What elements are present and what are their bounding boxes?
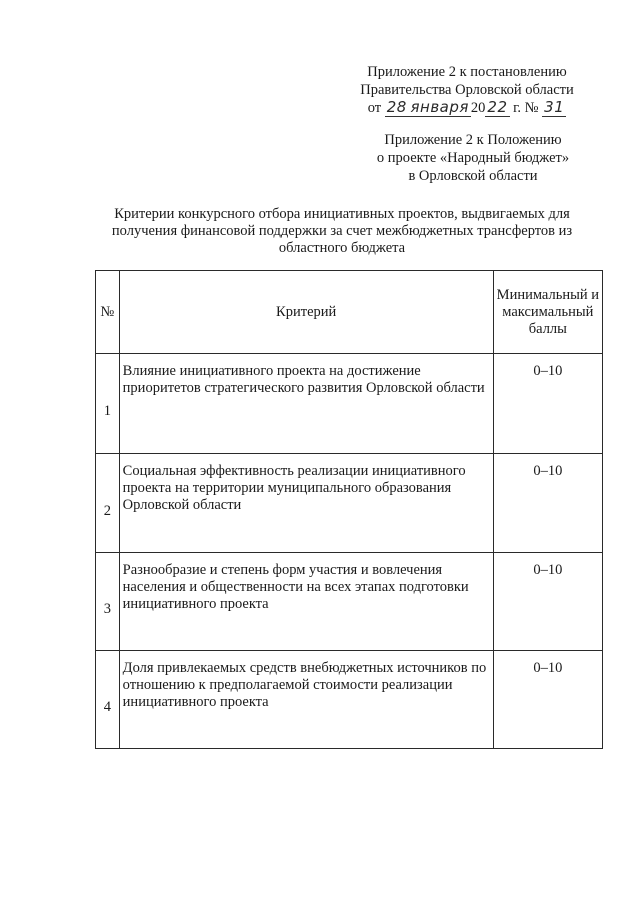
row-points: 0–10 [493, 354, 602, 454]
appendix-to-regulation-block [358, 131, 588, 185]
year-unit: г. № [513, 100, 539, 116]
appendix-line-2: Правительства Орловской области [360, 82, 574, 98]
header-criterion: Критерий [119, 271, 493, 354]
row-criterion: Разнообразие и степень форм участия и вовлечения населения и общественности на всех этапах подготовки инициативного проекта [119, 553, 493, 651]
row-points: 0–10 [493, 651, 602, 749]
table-header-row [96, 271, 603, 354]
row-points: 0–10 [493, 454, 602, 553]
year-suffix: 22 [487, 98, 508, 116]
appendix-line-1: Приложение 2 к постановлению [367, 64, 567, 80]
regulation-line-1: Приложение 2 к Положению [384, 132, 562, 148]
regulation-line-2: о проекте «Народный бюджет» [376, 150, 570, 166]
row-points: 0–10 [493, 553, 602, 651]
date-day: 28 [386, 98, 407, 116]
date-handwritten [385, 99, 471, 117]
header-num: № [96, 271, 120, 354]
year-prefix: 20 [470, 100, 486, 116]
row-num [96, 553, 120, 651]
header-points: Минимальный и максимальный баллы [493, 271, 602, 354]
row-num-text: 3 [103, 601, 111, 617]
row-criterion: Социальная эффективность реализации инициативного проекта на территории муниципального образования Орловской области [119, 454, 493, 553]
date-prefix: от [367, 100, 382, 116]
row-criterion: Доля привлекаемых средств внебюджетных источников по отношению к предполагаемой стоимости реализации инициативного проекта [119, 651, 493, 749]
row-num [96, 651, 120, 749]
appendix-date-line [352, 99, 582, 117]
table-row [96, 553, 603, 651]
criteria-table [95, 270, 603, 749]
date-month: января [410, 98, 469, 116]
table-row [96, 354, 603, 454]
row-num [96, 354, 120, 454]
appendix-to-resolution-block [352, 63, 582, 117]
table-row [96, 454, 603, 553]
row-num [96, 454, 120, 553]
document-title: Критерии конкурсного отбора инициативных проектов, выдвигаемых для получения финансовой поддержки за счет межбюджетных трансфертов из областного бюджета [111, 206, 573, 256]
row-num-text: 1 [103, 403, 111, 419]
table-row [96, 651, 603, 749]
year-handwritten [485, 99, 509, 117]
row-criterion: Влияние инициативного проекта на достижение приоритетов стратегического развития Орловской области [119, 354, 493, 454]
number-handwritten [542, 99, 566, 117]
regulation-line-3: в Орловской области [408, 168, 538, 184]
row-num-text: 4 [103, 699, 111, 715]
row-num-text: 2 [103, 502, 111, 519]
resolution-number: 31 [544, 98, 565, 116]
